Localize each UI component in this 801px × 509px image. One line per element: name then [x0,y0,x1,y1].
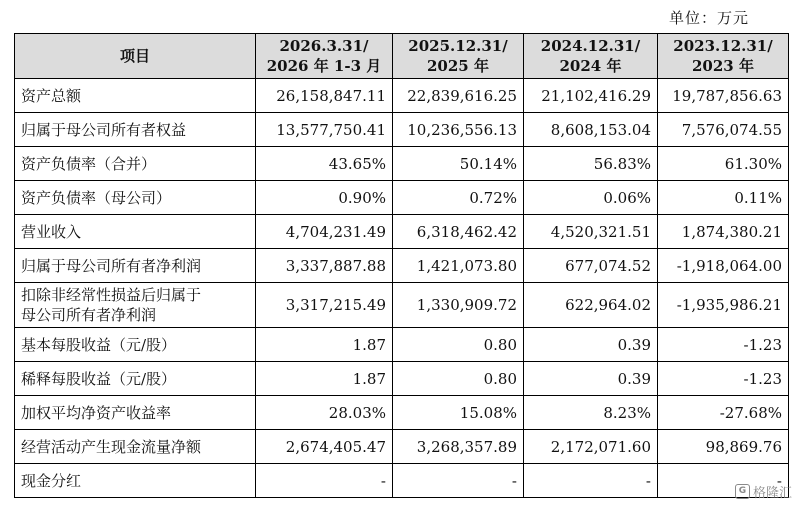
cell-value: 3,268,357.89 [393,430,524,464]
table-row [15,464,789,498]
row-label: 经营活动产生现金流量净额 [15,430,256,464]
cell-value: 0.80 [393,328,524,362]
cell-value: 7,576,074.55 [658,113,789,147]
unit-label: 单位：万元 [668,9,749,27]
cell-value: 19,787,856.63 [658,79,789,113]
watermark [735,482,792,501]
cell-value: 0.11% [658,181,789,215]
cell-value: 1.87 [256,362,393,396]
cell-value: 0.80 [393,362,524,396]
header-period-2025: 2025.12.31/ 2025 年 [393,34,524,79]
cell-value: -1,935,986.21 [658,283,789,328]
cell-value: 1,421,073.80 [393,249,524,283]
table-row [15,79,789,113]
table-row [15,328,789,362]
row-label: 资产负债率（母公司） [15,181,256,215]
watermark-text: 格隆汇 [752,486,792,501]
cell-value: 10,236,556.13 [393,113,524,147]
cell-value: 2,172,071.60 [524,430,658,464]
header-period-2023: 2023.12.31/ 2023 年 [658,34,789,79]
table-row [15,396,789,430]
table-row [15,283,789,328]
table-row [15,249,789,283]
cell-value: 21,102,416.29 [524,79,658,113]
header-period-2026q1: 2026.3.31/ 2026 年 1-3 月 [256,34,393,79]
cell-value: -1.23 [658,362,789,396]
cell-value: 43.65% [256,147,393,181]
row-label-line2: 母公司所有者净利润 [21,306,157,324]
row-label: 基本每股收益（元/股） [15,328,256,362]
cell-value: -1,918,064.00 [658,249,789,283]
cell-value: - [393,464,524,498]
table-row [15,362,789,396]
cell-value: - [658,464,789,498]
cell-value: 0.06% [524,181,658,215]
cell-value: 1,874,380.21 [658,215,789,249]
cell-value: 8,608,153.04 [524,113,658,147]
row-label: 现金分红 [15,464,256,498]
table-row [15,215,789,249]
watermark-logo-icon: G [735,484,750,499]
row-label: 归属于母公司所有者净利润 [15,249,256,283]
table-row [15,113,789,147]
cell-value: 2,674,405.47 [256,430,393,464]
cell-value: -27.68% [658,396,789,430]
table-row [15,430,789,464]
financial-data-table [14,33,789,498]
table-row [15,147,789,181]
cell-value: 622,964.02 [524,283,658,328]
row-label: 加权平均净资产收益率 [15,396,256,430]
cell-value: 28.03% [256,396,393,430]
cell-value: 0.39 [524,362,658,396]
cell-value: 4,520,321.51 [524,215,658,249]
cell-value: 98,869.76 [658,430,789,464]
cell-value: 15.08% [393,396,524,430]
cell-value: - [256,464,393,498]
cell-value: 56.83% [524,147,658,181]
cell-value: 61.30% [658,147,789,181]
cell-value: - [524,464,658,498]
cell-value: 0.90% [256,181,393,215]
table-header-row [15,34,789,79]
cell-value: 0.39 [524,328,658,362]
cell-value: 4,704,231.49 [256,215,393,249]
cell-value: 3,317,215.49 [256,283,393,328]
cell-value: 13,577,750.41 [256,113,393,147]
row-label: 归属于母公司所有者权益 [15,113,256,147]
cell-value: 22,839,616.25 [393,79,524,113]
cell-value: 1,330,909.72 [393,283,524,328]
row-label: 稀释每股收益（元/股） [15,362,256,396]
cell-value: 3,337,887.88 [256,249,393,283]
row-label-line1: 扣除非经常性损益后归属于 [21,286,202,304]
header-period-2024: 2024.12.31/ 2024 年 [524,34,658,79]
header-item: 项目 [15,34,256,79]
row-label: 营业收入 [15,215,256,249]
row-label [15,283,256,328]
cell-value: 677,074.52 [524,249,658,283]
cell-value: 6,318,462.42 [393,215,524,249]
row-label: 资产负债率（合并） [15,147,256,181]
cell-value: 26,158,847.11 [256,79,393,113]
table-row [15,181,789,215]
cell-value: 0.72% [393,181,524,215]
cell-value: 8.23% [524,396,658,430]
cell-value: 50.14% [393,147,524,181]
cell-value: -1.23 [658,328,789,362]
row-label: 资产总额 [15,79,256,113]
cell-value: 1.87 [256,328,393,362]
